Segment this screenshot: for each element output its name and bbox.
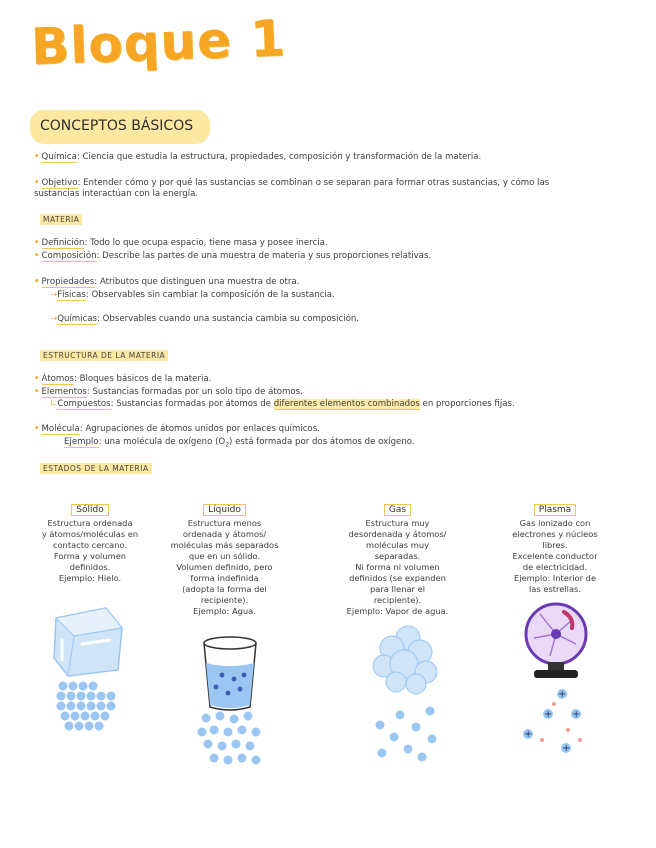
arrow-icon: → bbox=[50, 290, 58, 300]
plasma-ball-icon bbox=[520, 598, 592, 684]
fisicas-text: : Observables sin cambiar la composición de la sustancia. bbox=[85, 290, 335, 300]
molecula-label: Molécula bbox=[41, 424, 80, 434]
page-title: Bloque 1 bbox=[30, 9, 287, 76]
propiedades-text: : Atributos que distinguen una muestra de otra. bbox=[94, 277, 300, 287]
atomos-text: : Bloques básicos de la materia. bbox=[73, 374, 212, 384]
liquido-column bbox=[152, 497, 297, 617]
gas-line: separadas. bbox=[374, 551, 421, 561]
estructura-heading: ESTRUCTURA DE LA MATERIA bbox=[40, 350, 168, 361]
plasma-line: Gas ionizado con bbox=[519, 518, 591, 528]
plasma-column bbox=[485, 497, 625, 595]
plasma-line: libres. bbox=[542, 540, 568, 550]
liquido-line: Ejemplo: Agua. bbox=[193, 606, 256, 616]
composicion-item: • Composición: Describe las partes de una muestra de materia y sus proporciones relativas. bbox=[34, 251, 432, 261]
objetivo-item: • Objetivo: Entender cómo y por qué las sustancias se combinan o se separan para formar otras sustancias, y cómo las sustancias interactúan con la energía. bbox=[34, 178, 550, 199]
quimicas-item bbox=[50, 314, 590, 325]
gas-line: recipiente). bbox=[373, 595, 422, 605]
molecula-item: • Molécula: Agrupaciones de átomos unidos por enlaces químicos. bbox=[34, 424, 320, 434]
atomos-item: • Átomos: Bloques básicos de la materia. bbox=[34, 374, 212, 384]
liquido-line: moléculas más separados bbox=[170, 540, 279, 550]
svg-text:+: + bbox=[524, 729, 533, 740]
fisicas-label: Físicas bbox=[57, 290, 86, 300]
solido-line: Ejemplo: Hielo. bbox=[58, 573, 122, 583]
liquido-line: recipiente). bbox=[200, 595, 249, 605]
definicion-item: • Definición: Todo lo que ocupa espacio, tiene masa y posee inercia. bbox=[34, 238, 328, 248]
objetivo-text: : Entender cómo y por qué las sustancias se combinan o se separan para formar otras sustancias, y cómo las sustancias interactúan con la energía. bbox=[34, 178, 550, 199]
elementos-text: : Sustancias formadas por un solo tipo de átomos. bbox=[86, 387, 303, 397]
molecula-text: : Agrupaciones de átomos unidos por enlaces químicos. bbox=[79, 424, 320, 434]
conceptos-heading-box bbox=[30, 110, 210, 144]
compuestos-label: Compuestos bbox=[57, 399, 111, 409]
compuestos-item: ∟Compuestos: Sustancias formadas por átomos de diferentes elementos combinados en proporciones fijas. bbox=[50, 399, 515, 409]
composicion-label: Composición bbox=[41, 251, 97, 261]
liquido-line: ordenada y átomos/ bbox=[182, 529, 267, 539]
plasma-line: de electricidad. bbox=[522, 562, 588, 572]
quimica-text: : Ciencia que estudia la estructura, propiedades, composición y transformación de la materia. bbox=[76, 152, 482, 162]
estados-heading: ESTADOS DE LA MATERIA bbox=[40, 463, 152, 474]
compuestos-highlight: diferentes elementos combinados bbox=[273, 399, 420, 409]
quimicas-label: Químicas bbox=[57, 314, 98, 324]
ejemplo-text-b: ) está formada por dos átomos de oxígeno. bbox=[229, 437, 415, 447]
solido-line: contacto cercano. bbox=[52, 540, 128, 550]
solido-title: Sólido bbox=[71, 504, 108, 516]
solido-line: Forma y volumen bbox=[53, 551, 127, 561]
water-glass-icon bbox=[200, 635, 260, 715]
svg-text:+: + bbox=[544, 709, 553, 720]
liquido-line: Estructura menos bbox=[187, 518, 262, 528]
cloud-icon bbox=[370, 622, 440, 697]
gas-column bbox=[325, 497, 470, 617]
svg-text:+: + bbox=[558, 689, 567, 700]
conceptos-heading: CONCEPTOS BÁSICOS bbox=[40, 118, 194, 134]
liquido-line: (adopta la forma del bbox=[182, 584, 267, 594]
plasma-title: Plasma bbox=[534, 504, 576, 516]
plasma-particles bbox=[520, 686, 592, 756]
solid-particles bbox=[55, 680, 121, 740]
quimica-item: • Química: Ciencia que estudia la estructura, propiedades, composición y transformación de la materia. bbox=[34, 152, 482, 162]
svg-text:+: + bbox=[562, 743, 571, 754]
quimica-label: Química bbox=[41, 152, 77, 162]
definicion-text: : Todo lo que ocupa espacio, tiene masa y posee inercia. bbox=[84, 238, 328, 248]
fisicas-item bbox=[50, 290, 590, 301]
gas-line: Ejemplo: Vapor de agua. bbox=[346, 606, 449, 616]
liquido-line: que en un sólido. bbox=[188, 551, 261, 561]
gas-title: Gas bbox=[384, 504, 411, 516]
materia-heading: MATERIA bbox=[40, 214, 82, 225]
elementos-item: • Elementos: Sustancias formadas por un solo tipo de átomos. bbox=[34, 387, 303, 397]
liquido-line: Volumen definido, pero bbox=[176, 562, 273, 572]
liquido-title: Líquido bbox=[203, 504, 246, 516]
solido-line: Estructura ordenada bbox=[47, 518, 133, 528]
propiedades-item: • Propiedades: Atributos que distinguen una muestra de otra. bbox=[34, 277, 300, 287]
plasma-line: electrones y núcleos bbox=[512, 529, 598, 539]
gas-line: Estructura muy bbox=[365, 518, 430, 528]
ejemplo-text: : una molécula de oxígeno (O bbox=[98, 437, 226, 447]
arrow-icon: → bbox=[50, 314, 58, 324]
gas-line: definidos (se expanden bbox=[349, 573, 446, 583]
solido-line: definidos. bbox=[69, 562, 111, 572]
gas-line: desordenada y átomos/ bbox=[348, 529, 447, 539]
plasma-line: las estrellas. bbox=[528, 584, 582, 594]
gas-particles bbox=[372, 705, 442, 765]
svg-text:+: + bbox=[572, 709, 581, 720]
compuestos-text-b: en proporciones fijas. bbox=[419, 399, 515, 409]
gas-line: moléculas muy bbox=[366, 540, 429, 550]
propiedades-label: Propiedades bbox=[41, 277, 95, 287]
gas-line: Ni forma ni volumen bbox=[355, 562, 440, 572]
composicion-text: : Describe las partes de una muestra de materia y sus proporciones relativas. bbox=[96, 251, 432, 261]
gas-line: para llenar el bbox=[370, 584, 425, 594]
ejemplo-item bbox=[64, 437, 584, 451]
ejemplo-label: Ejemplo bbox=[64, 437, 99, 447]
definicion-label: Definición bbox=[41, 238, 85, 248]
quimicas-text: : Observables cuando una sustancia cambia su composición. bbox=[97, 314, 360, 324]
liquido-line: forma indefinida bbox=[190, 573, 259, 583]
plasma-line: Excelente conductor bbox=[512, 551, 598, 561]
objetivo-label: Objetivo bbox=[41, 178, 78, 188]
ice-cube-icon bbox=[48, 600, 128, 678]
solido-line: y átomos/moléculas en bbox=[41, 529, 139, 539]
atomos-label: Átomos bbox=[41, 374, 74, 384]
elementos-label: Elementos bbox=[41, 387, 87, 397]
plasma-line: Ejemplo: Interior de bbox=[513, 573, 597, 583]
ejemplo-sub: 2 bbox=[225, 441, 230, 449]
liquid-particles bbox=[196, 710, 268, 772]
solido-column bbox=[20, 497, 160, 584]
compuestos-text-a: : Sustancias formadas por átomos de bbox=[110, 399, 274, 409]
